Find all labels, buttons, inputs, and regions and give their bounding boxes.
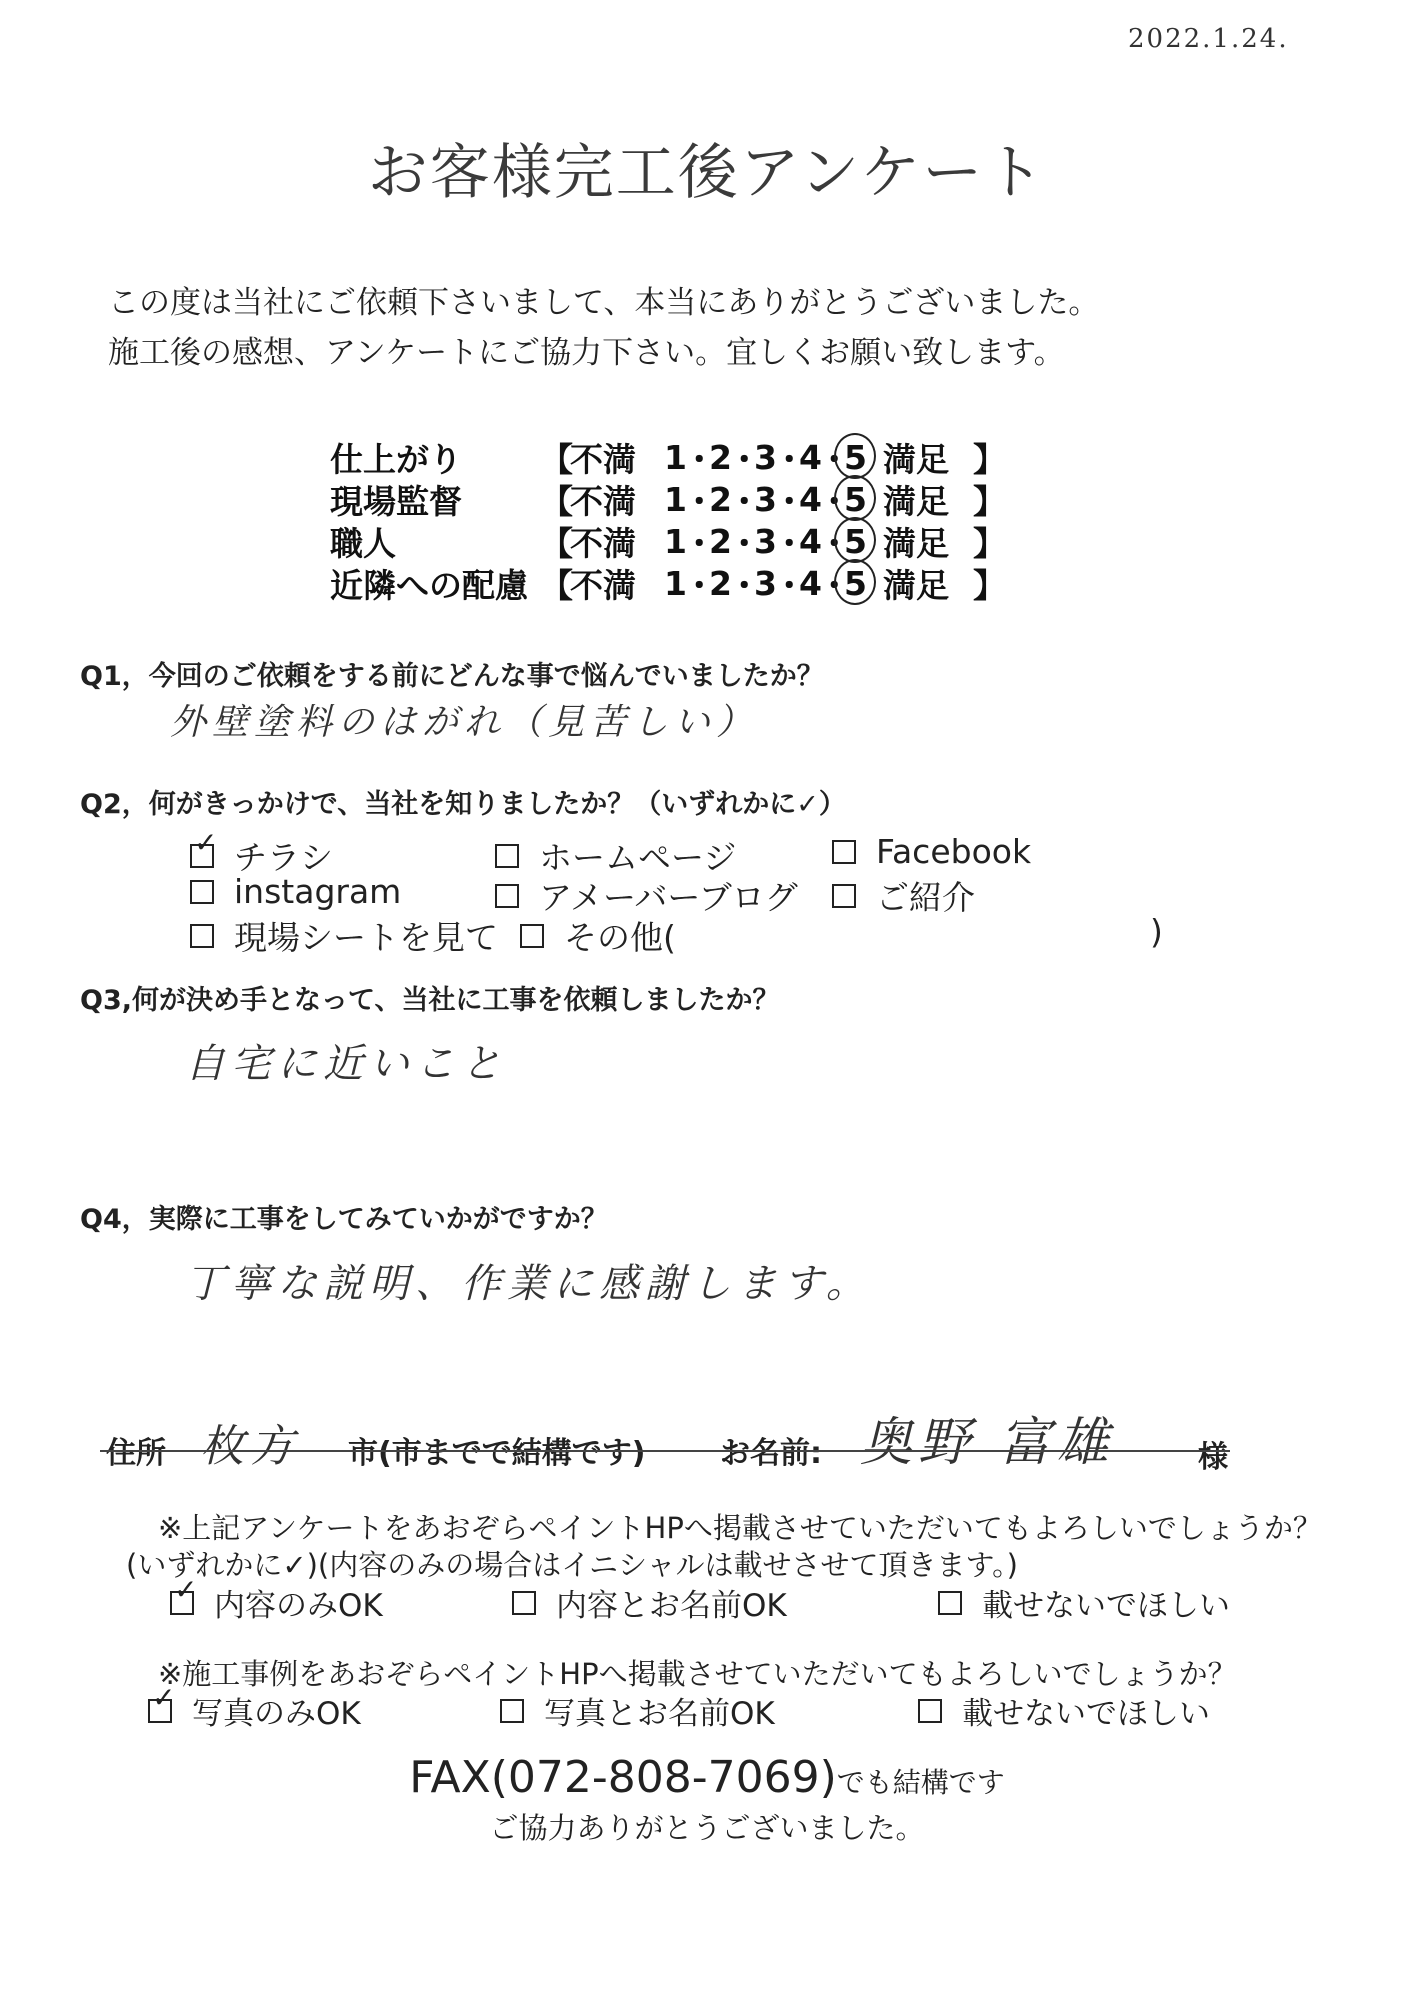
rating-option-5[interactable]: 5 xyxy=(840,438,871,477)
checkbox-label: instagram xyxy=(234,872,402,911)
q4-answer: 丁寧な説明、作業に感謝します。 xyxy=(185,1261,872,1307)
checkbox-label: 内容とお名前OK xyxy=(556,1588,787,1624)
q2-question: Q2，何がきっかけで、当社を知りましたか？（いずれかに✓） xyxy=(80,789,846,820)
checkbox-option[interactable] xyxy=(190,912,498,959)
checkbox-label: 現場シートを見て xyxy=(234,918,498,957)
checkbox-option[interactable] xyxy=(832,872,975,919)
rating-row xyxy=(330,436,1006,479)
q1-question: Q1，今回のご依頼をする前にどんな事で悩んでいましたか？ xyxy=(80,661,824,692)
checkbox-label: チラシ xyxy=(234,838,333,877)
rating-option-4[interactable]: 4 xyxy=(799,479,822,519)
checkbox-label: 写真のみOK xyxy=(192,1696,361,1732)
rating-row xyxy=(330,562,1006,605)
checkbox-icon[interactable] xyxy=(190,880,214,904)
rating-row xyxy=(330,478,1006,521)
rating-dot: ･ xyxy=(736,439,753,479)
rating-option-1[interactable]: 1 xyxy=(664,437,687,477)
checkbox-option[interactable] xyxy=(918,1688,1210,1733)
checkbox-option[interactable] xyxy=(148,1688,361,1733)
bracket-open: 【 xyxy=(540,523,573,563)
rating-row xyxy=(330,520,1006,563)
address-city: 枚方 xyxy=(200,1421,300,1472)
checkbox-icon[interactable] xyxy=(495,884,519,908)
address-suffix: 市(市までで結構です) xyxy=(348,1436,646,1471)
checkbox-label: Facebook xyxy=(876,832,1032,871)
bracket-close: 】 xyxy=(973,481,1006,521)
rating-option-3[interactable]: 3 xyxy=(754,563,777,603)
rating-scale xyxy=(570,476,973,523)
rating-option-4[interactable]: 4 xyxy=(799,563,822,603)
checkbox-icon[interactable] xyxy=(918,1699,942,1723)
rating-dot: ･ xyxy=(826,439,843,479)
checkbox-option[interactable] xyxy=(170,1580,383,1625)
honorific: 様 xyxy=(1198,1440,1228,1475)
rating-dot: ･ xyxy=(781,439,798,479)
checkbox-option[interactable] xyxy=(512,1580,787,1625)
fax-suffix: でも結構です xyxy=(836,1766,1005,1799)
checkbox-option[interactable] xyxy=(190,872,401,911)
rating-dot: ･ xyxy=(826,523,843,563)
checkbox-label: ホームページ xyxy=(539,838,737,877)
rating-dot: ･ xyxy=(691,565,708,605)
q3-answer: 自宅に近いこと xyxy=(185,1041,507,1087)
rating-dot: ･ xyxy=(781,481,798,521)
rating-dot: ･ xyxy=(826,481,843,521)
checkbox-label: アメーバーブログ xyxy=(539,878,798,917)
rating-label: 現場監督 xyxy=(330,481,462,521)
bracket-open: 【 xyxy=(540,439,573,479)
intro-line-2: 施工後の感想、アンケートにご協力下さい。宜しくお願い致します。 xyxy=(108,335,1065,371)
rating-dot: ･ xyxy=(691,523,708,563)
customer-name: 奥野 富雄 xyxy=(860,1413,1115,1473)
rating-option-1[interactable]: 1 xyxy=(664,521,687,561)
rating-dot: ･ xyxy=(736,481,753,521)
checkbox-icon[interactable] xyxy=(938,1591,962,1615)
rating-dot: ･ xyxy=(826,565,843,605)
rating-scale xyxy=(570,518,973,565)
rating-high-label: 満足 xyxy=(883,481,949,521)
checkbox-icon[interactable] xyxy=(148,1699,172,1723)
address-underline xyxy=(100,1450,1230,1452)
rating-high-label: 満足 xyxy=(883,565,949,605)
rating-option-3[interactable]: 3 xyxy=(754,521,777,561)
rating-dot: ･ xyxy=(691,481,708,521)
fax-number: FAX(072-808-7069) xyxy=(409,1752,837,1803)
checkbox-icon[interactable] xyxy=(500,1699,524,1723)
rating-option-5[interactable]: 5 xyxy=(840,564,871,603)
checkbox-icon[interactable] xyxy=(520,924,544,948)
rating-dot: ･ xyxy=(781,523,798,563)
rating-low-label: 不満 xyxy=(570,565,636,605)
rating-option-2[interactable]: 2 xyxy=(709,479,732,519)
rating-high-label: 満足 xyxy=(883,523,949,563)
rating-dot: ･ xyxy=(691,439,708,479)
rating-high-label: 満足 xyxy=(883,439,949,479)
thanks-text: ご協力ありがとうございました。 xyxy=(489,1811,925,1845)
rating-option-3[interactable]: 3 xyxy=(754,437,777,477)
checkbox-label: ご紹介 xyxy=(876,878,975,917)
checkbox-label: その他( xyxy=(564,918,676,957)
rating-dot: ･ xyxy=(736,565,753,605)
q1-answer: 外壁塗料のはがれ（見苦しい） xyxy=(170,702,759,743)
checkbox-label: 内容のみOK xyxy=(214,1588,383,1624)
checkbox-label: 写真とお名前OK xyxy=(544,1696,775,1732)
consent1-question: ※上記アンケートをあおぞらペイントHPへ掲載させていただいてもよろしいでしょうか？ xyxy=(158,1511,1322,1545)
bracket-close: 】 xyxy=(973,565,1006,605)
rating-option-2[interactable]: 2 xyxy=(709,563,732,603)
checkbox-option[interactable] xyxy=(938,1580,1230,1625)
checkbox-label: 載せないでほしい xyxy=(982,1588,1230,1624)
rating-scale xyxy=(570,434,973,481)
bracket-open: 【 xyxy=(540,565,573,605)
bracket-close: 】 xyxy=(973,523,1006,563)
checkbox-icon[interactable] xyxy=(190,844,214,868)
address-label: 住所 xyxy=(106,1436,166,1471)
checkbox-option[interactable] xyxy=(500,1688,775,1733)
checkbox-icon[interactable] xyxy=(170,1591,194,1615)
rating-option-2[interactable]: 2 xyxy=(709,437,732,477)
rating-low-label: 不満 xyxy=(570,481,636,521)
checkbox-icon[interactable] xyxy=(495,844,519,868)
rating-low-label: 不満 xyxy=(570,523,636,563)
rating-option-1[interactable]: 1 xyxy=(664,479,687,519)
bracket-close: 】 xyxy=(973,439,1006,479)
rating-option-2[interactable]: 2 xyxy=(709,521,732,561)
rating-option-1[interactable]: 1 xyxy=(664,563,687,603)
consent1-note: (いずれかに✓)(内容のみの場合はイニシャルは載せさせて頂きます。) xyxy=(126,1548,1018,1582)
checkbox-label: 載せないでほしい xyxy=(962,1696,1210,1732)
q2-other-close: ) xyxy=(1150,912,1163,951)
consent2-question: ※施工事例をあおぞらペイントHPへ掲載させていただいてもよろしいでしょうか？ xyxy=(158,1657,1237,1691)
rating-label: 職人 xyxy=(330,523,396,563)
rating-dot: ･ xyxy=(736,523,753,563)
intro-text xyxy=(108,278,1099,378)
rating-low-label: 不満 xyxy=(570,439,636,479)
survey-date: 2022.1.24. xyxy=(1128,24,1289,54)
q3-question: Q3,何が決め手となって、当社に工事を依頼しましたか？ xyxy=(80,985,780,1016)
rating-label: 近隣への配慮 xyxy=(330,565,528,605)
fax-line xyxy=(0,1752,1414,1803)
checkbox-option[interactable] xyxy=(520,912,676,959)
intro-line-1: この度は当社にご依頼下さいまして、本当にありがとうございました。 xyxy=(108,285,1100,321)
rating-option-3[interactable]: 3 xyxy=(754,479,777,519)
rating-option-4[interactable]: 4 xyxy=(799,437,822,477)
checkbox-icon[interactable] xyxy=(832,840,856,864)
checkbox-icon[interactable] xyxy=(512,1591,536,1615)
name-label: お名前: xyxy=(720,1436,822,1471)
checkbox-icon[interactable] xyxy=(190,924,214,948)
rating-option-5[interactable]: 5 xyxy=(840,480,871,519)
rating-option-4[interactable]: 4 xyxy=(799,521,822,561)
rating-option-5[interactable]: 5 xyxy=(840,522,871,561)
rating-dot: ･ xyxy=(781,565,798,605)
rating-scale xyxy=(570,560,973,607)
q4-question: Q4，実際に工事をしてみていかがですか？ xyxy=(80,1204,608,1235)
checkbox-option[interactable] xyxy=(832,832,1031,871)
bracket-open: 【 xyxy=(540,481,573,521)
page-title: お客様完工後アンケート xyxy=(367,138,1047,208)
checkbox-icon[interactable] xyxy=(832,884,856,908)
rating-label: 仕上がり xyxy=(330,439,462,479)
